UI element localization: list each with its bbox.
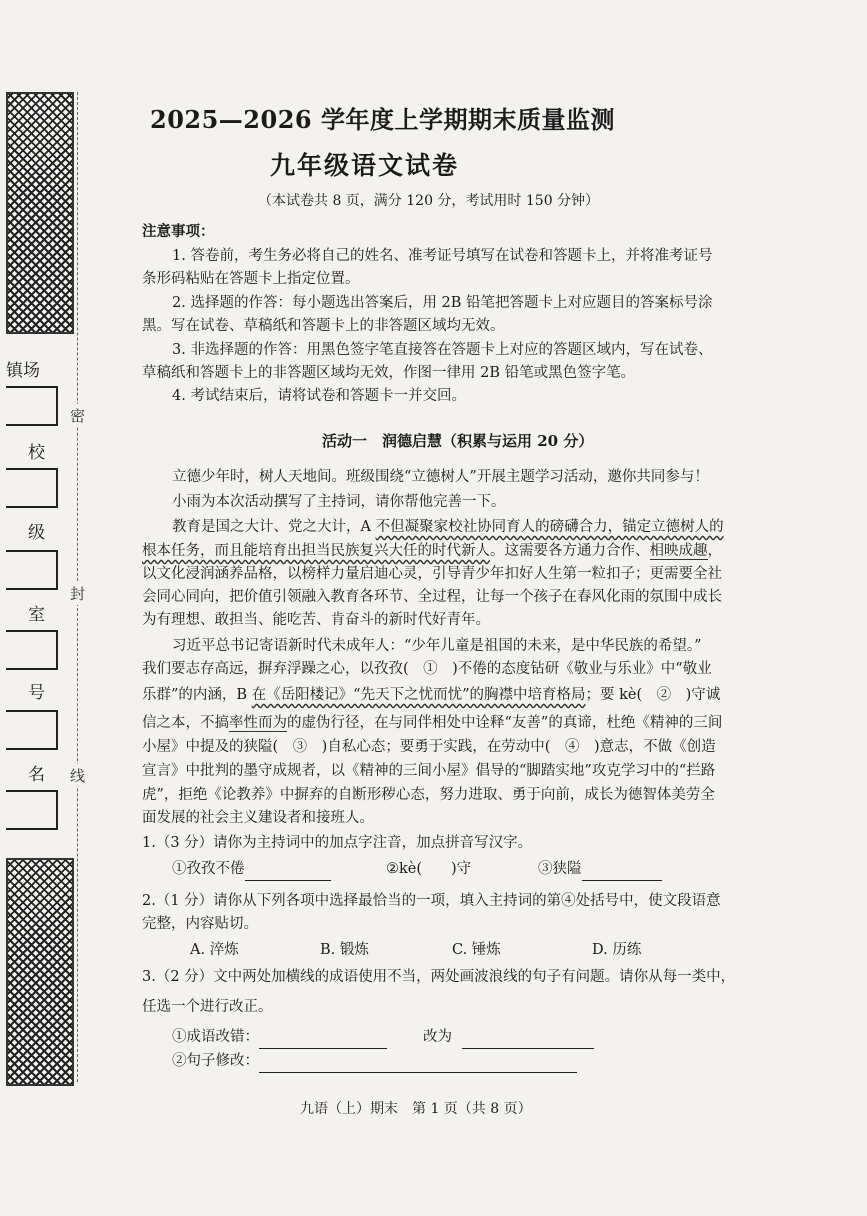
question-3-line-1 xyxy=(172,1026,594,1049)
question-2-option-d[interactable]: D. 历练 xyxy=(592,942,642,958)
text-span: 乐群”的内涵，B xyxy=(142,687,252,703)
answer-blank[interactable] xyxy=(259,1072,577,1073)
margin-label-town: 镇场 xyxy=(6,361,40,381)
note-line: 条形码粘贴在答题卡上指定位置。 xyxy=(142,271,360,287)
field-box-grade[interactable] xyxy=(6,550,58,590)
passage-line xyxy=(142,712,722,735)
answer-blank[interactable] xyxy=(245,880,331,881)
note-line: 4. 考试结束后，请将试卷和答题卡一并交回。 xyxy=(172,388,466,404)
wavy-sentence-a-cont: 根本任务，而且能培育出担当民族复兴大任的时代新人 xyxy=(142,543,490,559)
margin-label-grade: 级 xyxy=(28,523,45,543)
margin-label-school: 校 xyxy=(28,443,45,463)
note-line: 2. 选择题的作答：每小题选出答案后，用 2B 铅笔把答题卡上对应题目的答案标号涂 xyxy=(172,295,713,311)
passage-line xyxy=(172,516,724,539)
question-2-option-a[interactable]: A. 淬炼 xyxy=(190,942,239,958)
decorative-border-bottom xyxy=(6,858,74,1086)
field-box-town[interactable] xyxy=(6,386,58,426)
binding-margin xyxy=(0,0,86,1216)
exam-title: 2025—2026 学年度上学期期末质量监测 xyxy=(150,105,615,134)
exam-subtitle: 九年级语文试卷 xyxy=(270,151,460,180)
field-box-school[interactable] xyxy=(6,468,58,508)
answer-blank[interactable] xyxy=(582,880,662,881)
passage-line: 为有理想、敢担当、能吃苦、肯奋斗的新时代好青年。 xyxy=(142,612,490,628)
passage-line xyxy=(142,684,720,707)
field-box-room[interactable] xyxy=(6,630,58,670)
passage-line xyxy=(142,540,722,563)
question-3-stem: 任选一个进行改正。 xyxy=(142,999,273,1015)
question-2-option-b[interactable]: B. 锻炼 xyxy=(320,942,369,958)
question-1-item-a xyxy=(172,858,331,881)
passage-line: 以文化浸润涵养品格，以榜样力量启迪心灵，引导青少年扣好人生第一粒扣子；更需要全社 xyxy=(142,566,722,582)
question-1-item-b: ②kè( )守 xyxy=(386,861,472,877)
text-span: 。这需要各方通力合作、 xyxy=(490,543,650,559)
text-span: ③狭隘 xyxy=(538,861,582,877)
answer-blank[interactable] xyxy=(462,1048,594,1049)
wavy-sentence-a: 不但凝聚家校社协同育人的磅礴合力，锚定立德树人的 xyxy=(375,519,724,535)
decorative-border-top xyxy=(6,92,74,334)
question-3-stem: 3.（2 分）文中两处加横线的成语使用不当，两处画波浪线的句子有问题。请你从每一类中， xyxy=(142,969,736,985)
seal-mark-xian: 线 xyxy=(70,764,85,787)
text-span: ；要 kè( ② )守诚 xyxy=(585,687,721,703)
question-1-item-c xyxy=(538,858,662,881)
text-span: ①成语改错： xyxy=(172,1029,259,1045)
passage-line: 面发展的社会主义建设者和接班人。 xyxy=(142,810,374,826)
notes-heading: 注意事项： xyxy=(142,223,215,240)
underlined-idiom: 相映成趣 xyxy=(649,543,708,559)
margin-label-room: 室 xyxy=(28,605,45,625)
exam-info: （本试卷共 8 页，满分 120 分，考试用时 150 分钟） xyxy=(258,193,600,209)
text-span: ②句子修改： xyxy=(172,1053,259,1069)
text-span: 信之本，不搞 xyxy=(142,715,229,731)
field-box-name[interactable] xyxy=(6,790,58,830)
note-line: 1. 答卷前，考生务必将自己的姓名、准考证号填写在试卷和答题卡上，并将准考证号 xyxy=(172,248,713,264)
underlined-idiom: 率性而为 xyxy=(229,715,287,731)
passage-line: 我们要志存高远，摒弃浮躁之心，以孜孜( ① )不倦的态度钻研《敬业与乐业》中“敬业 xyxy=(142,661,712,677)
question-2-stem: 2.（1 分）请你从下列各项中选择最恰当的一项，填入主持词的第④处括号中，使文段语意 xyxy=(142,893,721,909)
seal-mark-mi: 密 xyxy=(70,404,85,427)
passage-line: 虎”，拒绝《论教养》中摒弃的自断形秽心态，努力进取、勇于向前，成长为德智体美劳全 xyxy=(142,787,715,803)
passage-line: 会同心同向，把价值引领融入教育各环节、全过程，让每一个孩子在春风化雨的氛围中成长 xyxy=(142,589,722,605)
field-box-number[interactable] xyxy=(6,710,58,750)
wavy-sentence-b: 在《岳阳楼记》“先天下之忧而忧”的胸襟中培育格局 xyxy=(251,687,586,703)
text-span: 改为 xyxy=(423,1029,452,1045)
text-span: ， xyxy=(707,543,722,559)
margin-label-number: 号 xyxy=(28,683,45,703)
intro-line: 小雨为本次活动撰写了主持词，请你帮他完善一下。 xyxy=(172,494,506,510)
note-line: 草稿纸和答题卡上的非答题区域均无效，作图一律用 2B 铅笔或黑色签字笔。 xyxy=(142,365,636,381)
passage-line: 习近平总书记寄语新时代未成年人：“少年儿童是祖国的未来，是中华民族的希望。” xyxy=(172,638,702,654)
note-line: 3. 非选择题的作答：用黑色签字笔直接答在答题卡上对应的答题区域内，写在试卷、 xyxy=(172,342,713,358)
text-span: 教育是国之大计、党之大计，A xyxy=(172,519,376,535)
passage-line: 小屋》中提及的狭隘( ③ )自私心态；要勇于实践，在劳动中( ④ )意志，不做《创造 xyxy=(142,739,716,755)
note-line: 黑。写在试卷、草稿纸和答题卡上的非答题区域均无效。 xyxy=(142,318,505,334)
answer-blank[interactable] xyxy=(259,1048,387,1049)
intro-line: 立德少年时，树人天地间。班级围绕“立德树人”开展主题学习活动，邀你共同参与！ xyxy=(172,469,709,485)
seal-mark-feng: 封 xyxy=(70,582,85,605)
question-2-option-c[interactable]: C. 锤炼 xyxy=(452,942,501,958)
question-1-stem: 1.（3 分）请你为主持词中的加点字注音，加点拼音写汉字。 xyxy=(142,835,533,851)
question-3-line-2 xyxy=(172,1050,577,1073)
activity-heading: 活动一 润德启慧（积累与运用 20 分） xyxy=(322,432,594,450)
text-span: 的虚伪行径，在与同伴相处中诠释“友善”的真谛，杜绝《精神的三间 xyxy=(287,715,723,731)
passage-line: 宣言》中批判的墨守成规者，以《精神的三间小屋》倡导的“脚踏实地”攻克学习中的“拦路 xyxy=(142,763,716,779)
page-footer: 九语（上）期末 第 1 页（共 8 页） xyxy=(300,1101,532,1117)
question-2-stem: 完整，内容贴切。 xyxy=(142,916,258,932)
text-span: ①孜孜不倦 xyxy=(172,861,245,877)
margin-label-name: 名 xyxy=(28,765,45,785)
